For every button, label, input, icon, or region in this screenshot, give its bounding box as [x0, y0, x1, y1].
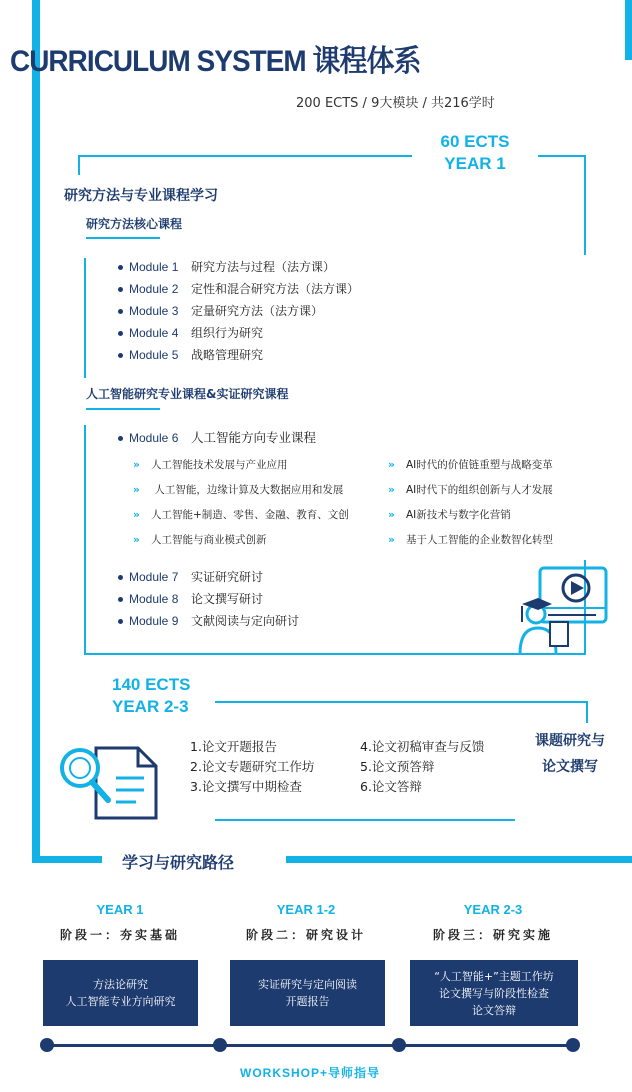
year1-frame-bottom: [84, 653, 586, 655]
subtopic-item: [388, 453, 553, 478]
module-item: [118, 256, 359, 278]
module-item: [118, 427, 316, 449]
subtopic-text: AI时代下的组织创新与人才发展: [406, 484, 553, 496]
double-chevron-icon: »: [133, 534, 140, 546]
subtopic-item: [133, 528, 349, 553]
subtopic-text: 人工智能技术发展与产业应用: [151, 459, 288, 471]
stage3-line: 论文答辩: [472, 1003, 516, 1017]
outer-frame-bottom-right: [286, 856, 632, 863]
bullet-icon: [118, 436, 123, 441]
double-chevron-icon: »: [388, 484, 395, 496]
workshop-label: WORKSHOP+导师指导: [240, 1066, 381, 1080]
module-item: [118, 610, 299, 632]
stage1-line: 方法论研究: [93, 978, 148, 991]
module-text: 研究方法与过程（法方课）: [191, 260, 336, 274]
subtopic-item: [133, 453, 349, 478]
timeline-line: [47, 1044, 573, 1047]
bullet-icon: [118, 309, 123, 314]
page-title: CURRICULUM SYSTEM 课程体系: [10, 45, 421, 78]
module-name: Module 9: [129, 614, 179, 628]
module-name: Module 5: [129, 348, 179, 362]
module-name: Module 4: [129, 326, 179, 340]
subtopic-text: 人工智能+制造、零售、金融、教育、文创: [151, 509, 349, 521]
subtopic-item: [133, 503, 349, 528]
outer-frame-bottom: [32, 856, 102, 863]
year23-year-label: YEAR 2-3: [112, 697, 189, 716]
ai-subtopics-right: [388, 453, 553, 553]
module-text: 论文撰写研讨: [191, 592, 264, 606]
year1-inner-left: [84, 258, 86, 378]
stage1-year: YEAR 1: [96, 902, 144, 917]
bullet-icon: [118, 331, 123, 336]
bullet-icon: [118, 619, 123, 624]
year1-frame-top-right: [538, 155, 586, 157]
stage3-year: YEAR 2-3: [463, 902, 523, 917]
outer-frame-right: [625, 0, 632, 60]
thesis-step: 4.论文初稿审查与反馈: [360, 739, 485, 754]
module-item: [118, 278, 359, 300]
year23-frame-top: [215, 701, 588, 703]
module-item: [118, 566, 299, 588]
timeline-node: [566, 1038, 580, 1052]
stage2-line: 开题报告: [285, 995, 330, 1008]
core-module-list: [118, 256, 359, 366]
outer-frame-left: [32, 0, 40, 862]
year1-inner-left2: [84, 425, 86, 655]
module-item: [118, 344, 359, 366]
bullet-icon: [118, 597, 123, 602]
year1-section-title: 研究方法与专业课程学习: [64, 188, 218, 204]
stage2-box: [230, 960, 385, 1026]
subtopic-text: AI新技术与数字化营销: [406, 509, 511, 521]
bullet-icon: [118, 265, 123, 270]
document-search-icon: [56, 744, 160, 822]
year1-year-label: YEAR 1: [444, 154, 506, 173]
subtopic-text: 基于人工智能的企业数智化转型: [406, 534, 553, 546]
subtopic-text: 人工智能与商业模式创新: [151, 534, 267, 546]
subtopic-text: 人工智能，边缘计算及大数据应用和发展: [151, 484, 344, 496]
online-learning-icon: [516, 562, 610, 658]
thesis-steps-left: [190, 737, 314, 797]
module-text: 人工智能方向专业课程: [191, 430, 317, 445]
module-item: [118, 322, 359, 344]
ai-subtopics-left: [133, 453, 349, 553]
module-name: Module 6: [129, 431, 179, 445]
stage2-line: 实证研究与定向阅读: [258, 978, 357, 991]
stage1-box: [43, 960, 198, 1026]
year1-ects-value: 60 ECTS: [440, 132, 510, 151]
subtopic-item: [388, 478, 553, 503]
thesis-research-label: [520, 728, 620, 780]
thesis-label-line2: 论文撰写: [542, 759, 598, 775]
year23-ects-value: 140 ECTS: [112, 675, 191, 694]
stage3-box: [410, 960, 578, 1026]
module-item: [118, 300, 359, 322]
thesis-step: 1.论文开题报告: [190, 739, 277, 754]
stage3-title: 阶段三：研究实施: [432, 928, 553, 942]
year23-frame-bottom: [215, 819, 515, 821]
core-courses-title: 研究方法核心课程: [86, 217, 183, 231]
year23-frame-right: [586, 701, 588, 723]
double-chevron-icon: »: [133, 459, 140, 471]
bullet-icon: [118, 353, 123, 358]
stage2-title: 阶段二：研究设计: [245, 928, 366, 942]
stage3-line: “人工智能+”主题工作坊: [434, 969, 554, 983]
year1-frame-top-left: [78, 155, 412, 157]
ai-courses-title: 人工智能研究专业课程&实证研究课程: [86, 387, 289, 401]
year1-frame-right: [584, 155, 586, 255]
bullet-icon: [118, 287, 123, 292]
module-text: 战略管理研究: [191, 348, 264, 362]
thesis-step: 5.论文预答辩: [360, 759, 435, 774]
stage2-year: YEAR 1-2: [276, 902, 336, 917]
double-chevron-icon: »: [388, 459, 395, 471]
core-title-underline: [86, 237, 160, 239]
thesis-label-line1: 课题研究与: [535, 733, 605, 749]
subtopic-item: [388, 528, 553, 553]
subtopic-item: [133, 478, 349, 503]
year23-ects: [112, 674, 212, 718]
thesis-step: 2.论文专题研究工作坊: [190, 759, 315, 774]
program-stats: 200 ECTS / 9大模块 / 共216学时: [296, 96, 495, 111]
stage3-line: 论文撰写与阶段性检查: [439, 986, 549, 1000]
module-text: 定性和混合研究方法（法方课）: [191, 282, 360, 296]
year1-ects: [425, 131, 525, 175]
module-text: 文献阅读与定向研讨: [191, 614, 300, 628]
stage1-title: 阶段一：夯实基础: [59, 928, 180, 942]
module-name: Module 7: [129, 570, 179, 584]
double-chevron-icon: »: [133, 484, 140, 496]
timeline-node: [40, 1038, 54, 1052]
subtopic-text: AI时代的价值链重塑与战略变革: [406, 459, 553, 471]
timeline-node: [213, 1038, 227, 1052]
module-name: Module 8: [129, 592, 179, 606]
subtopic-item: [388, 503, 553, 528]
module-text: 组织行为研究: [191, 326, 264, 340]
thesis-step: 6.论文答辩: [360, 779, 422, 794]
module-name: Module 3: [129, 304, 179, 318]
module-name: Module 1: [129, 260, 179, 274]
module-text: 实证研究研讨: [191, 570, 264, 584]
more-module-list: [118, 566, 299, 632]
module-text: 定量研究方法（法方课）: [191, 304, 324, 318]
thesis-step: 3.论文撰写中期检查: [190, 779, 302, 794]
timeline-node: [392, 1038, 406, 1052]
stage1-line: 人工智能专业方向研究: [65, 995, 176, 1008]
thesis-steps-right: [360, 737, 484, 797]
bullet-icon: [118, 575, 123, 580]
module-item: [118, 588, 299, 610]
module-name: Module 2: [129, 282, 179, 296]
double-chevron-icon: »: [388, 509, 395, 521]
path-section-title: 学习与研究路径: [122, 853, 235, 872]
ai-title-underline: [86, 408, 160, 410]
year1-frame-left-stub: [78, 155, 80, 175]
double-chevron-icon: »: [388, 534, 395, 546]
double-chevron-icon: »: [133, 509, 140, 521]
